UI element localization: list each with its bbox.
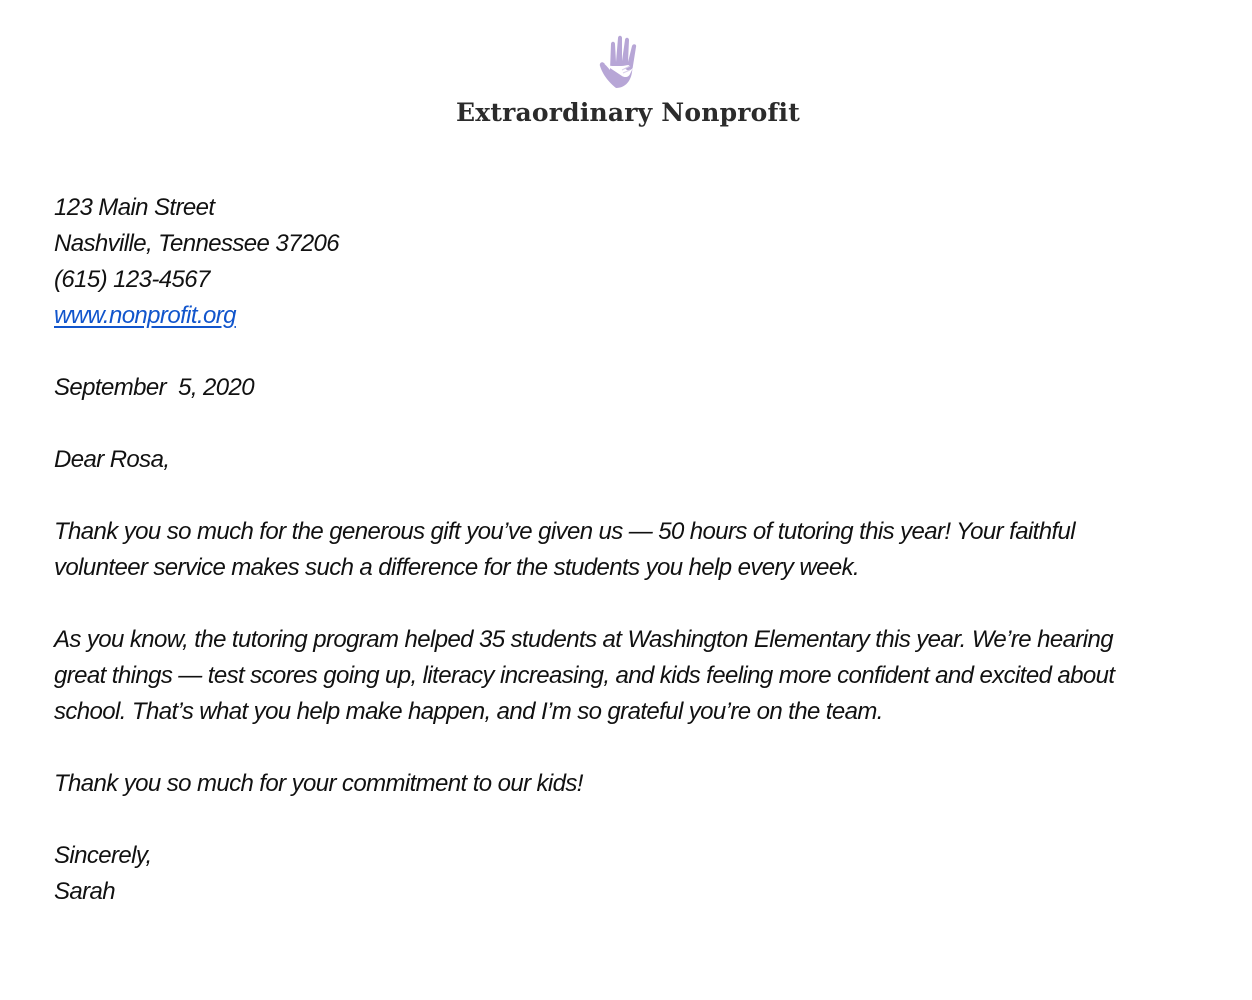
sender-address xyxy=(54,190,1204,334)
city-state-zip: Nashville, Tennessee 37206 xyxy=(54,230,340,257)
paragraph-impact xyxy=(54,622,1204,730)
letterhead xyxy=(0,30,1252,127)
street-address: 123 Main Street xyxy=(54,194,215,221)
paragraph-line: Thank you so much for your commitment to our kids! xyxy=(54,770,583,797)
paragraph-line: great things — test scores going up, literacy increasing, and kids feeling more confident and excited about xyxy=(54,662,1115,689)
paragraph-line: As you know, the tutoring program helped 35 students at Washington Elementary this year. We’re hearing xyxy=(54,626,1113,653)
closing: Sincerely, xyxy=(54,842,152,869)
paragraph-line: school. That’s what you help make happen, and I’m so grateful you’re on the team. xyxy=(54,698,883,725)
paragraph-line: Thank you so much for the generous gift you’ve given us — 50 hours of tutoring this year! Your faithful xyxy=(54,518,1076,545)
letter-date: September 5, 2020 xyxy=(54,374,255,401)
hand-in-hand-icon xyxy=(596,30,656,96)
website-link[interactable]: www.nonprofit.org xyxy=(54,302,236,329)
phone-number: (615) 123-4567 xyxy=(54,266,210,293)
paragraph-closing-thanks xyxy=(54,766,1204,802)
organization-name: Extraordinary Nonprofit xyxy=(456,98,800,127)
paragraph-thanks xyxy=(54,514,1204,586)
signature: Sarah xyxy=(54,878,116,905)
salutation: Dear Rosa, xyxy=(54,446,170,473)
paragraph-line: volunteer service makes such a difference for the students you help every week. xyxy=(54,554,860,581)
letter-body xyxy=(54,190,1204,910)
